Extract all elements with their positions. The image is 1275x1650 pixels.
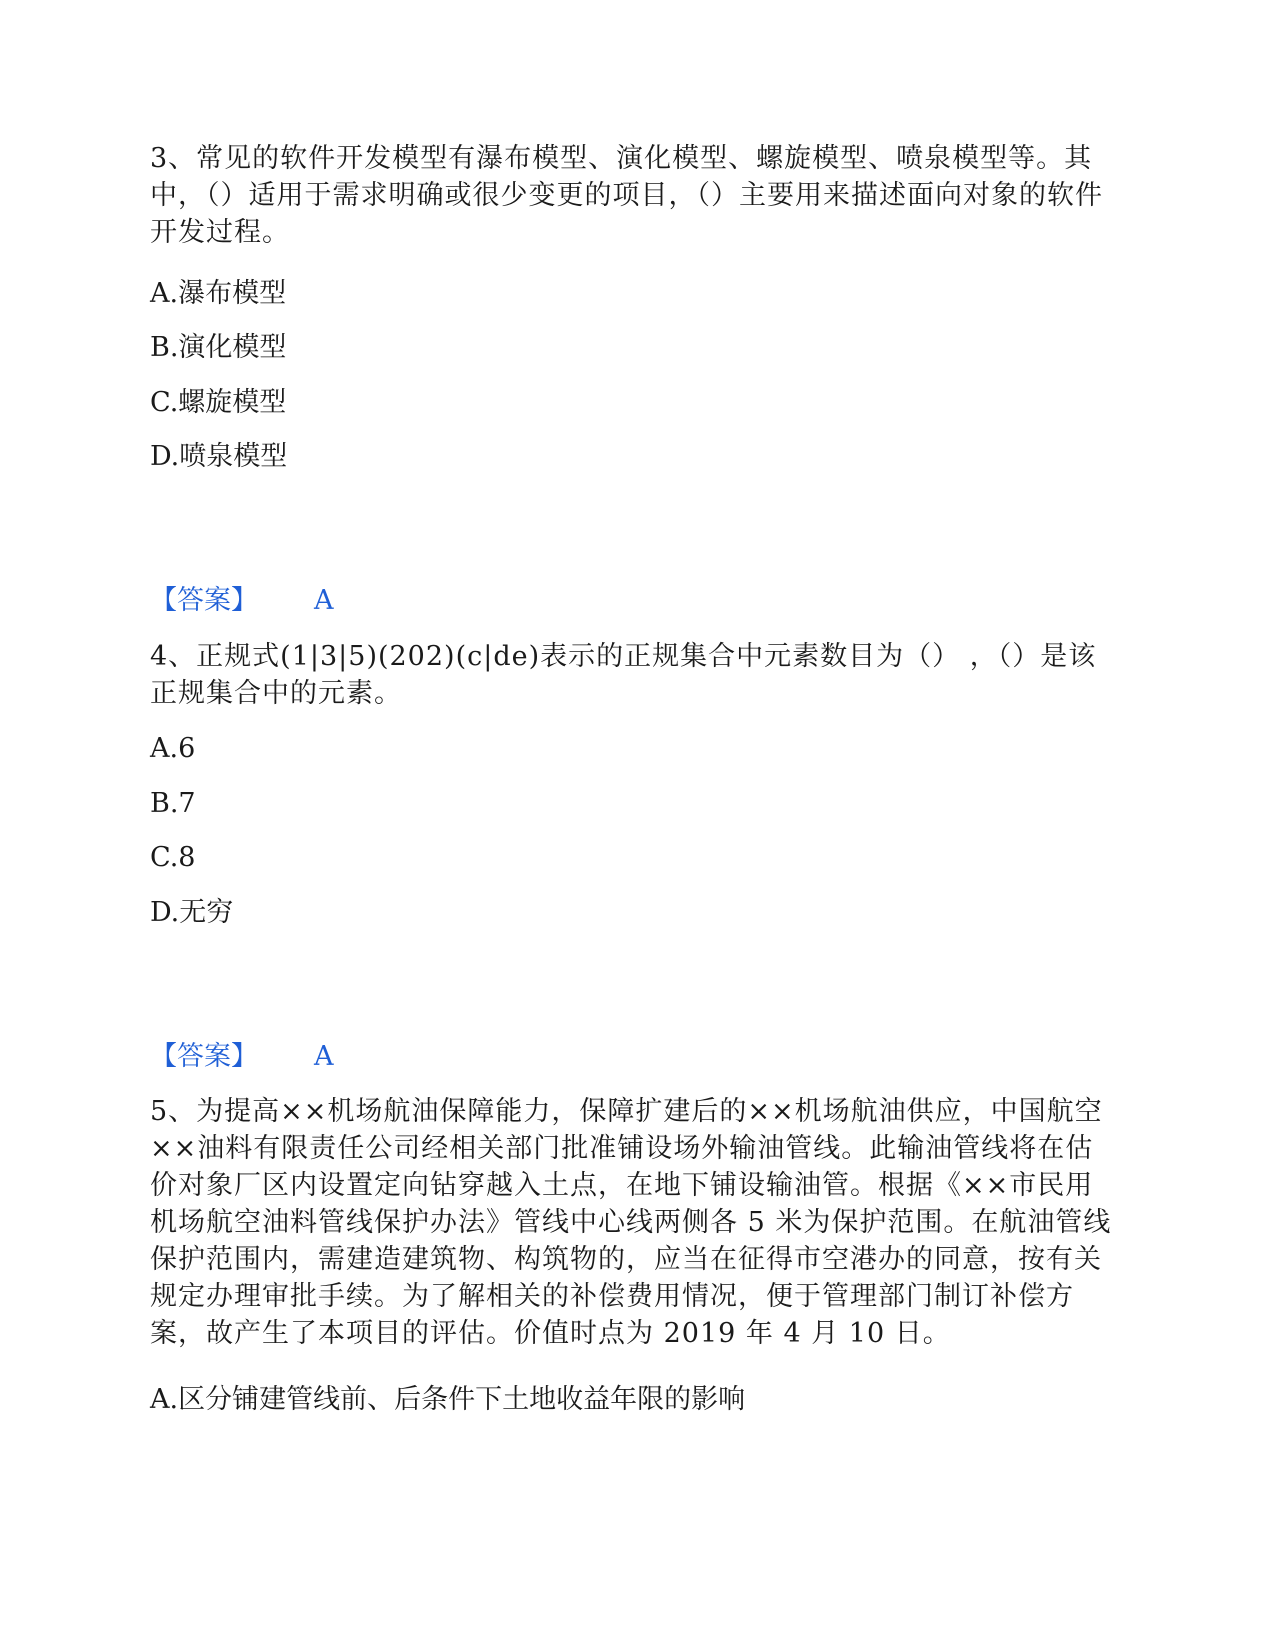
question-3-option-a: A.瀑布模型 <box>150 278 287 309</box>
question-4-option-c: C.8 <box>150 842 196 873</box>
answer-label: 【答案】 <box>150 585 258 616</box>
question-3-option-b: B.演化模型 <box>150 332 287 363</box>
question-4-option-a: A.6 <box>150 733 196 764</box>
question-3-option-c: C.螺旋模型 <box>150 387 287 418</box>
question-4-option-b: B.7 <box>150 788 196 819</box>
question-5-stem: 5、为提高××机场航油保障能力，保障扩建后的××机场航油供应，中国航空××油料有限责任公司经相关部门批准铺设场外输油管线。此输油管线将在估价对象厂区内设置定向钻穿越入土点，在地下铺设输油管。根据《××市民用机场航空油料管线保护办法》管线中心线两侧各 5 米为保护范围。在航油管线保护范围内，需建造建筑物、构筑物的，应当在征得市空港办的同意，按有关规定办理审批手续。为了解相关的补偿费用情况，便于管理部门制订补偿方案，故产生了本项目的评估。价值时点为 2019 年 4 月 10 日。 <box>150 1096 1112 1349</box>
question-4-stem: 4、正规式(1|3|5)(202)(c|de)表示的正规集合中元素数目为（） ，（）是该正规集合中的元素。 <box>150 641 1097 709</box>
question-4-option-d: D.无穷 <box>150 897 234 928</box>
question-3-answer <box>150 583 334 619</box>
answer-value: A <box>314 585 334 616</box>
question-4-answer <box>150 1039 334 1075</box>
question-5-option-a: A.区分铺建管线前、后条件下土地收益年限的影响 <box>150 1384 746 1415</box>
answer-label: 【答案】 <box>150 1041 258 1072</box>
question-3-stem: 3、常见的软件开发模型有瀑布模型、演化模型、螺旋模型、喷泉模型等。其中，（）适用于需求明确或很少变更的项目，（）主要用来描述面向对象的软件开发过程。 <box>150 143 1103 248</box>
question-3-option-d: D.喷泉模型 <box>150 441 288 472</box>
answer-value: A <box>314 1041 334 1072</box>
